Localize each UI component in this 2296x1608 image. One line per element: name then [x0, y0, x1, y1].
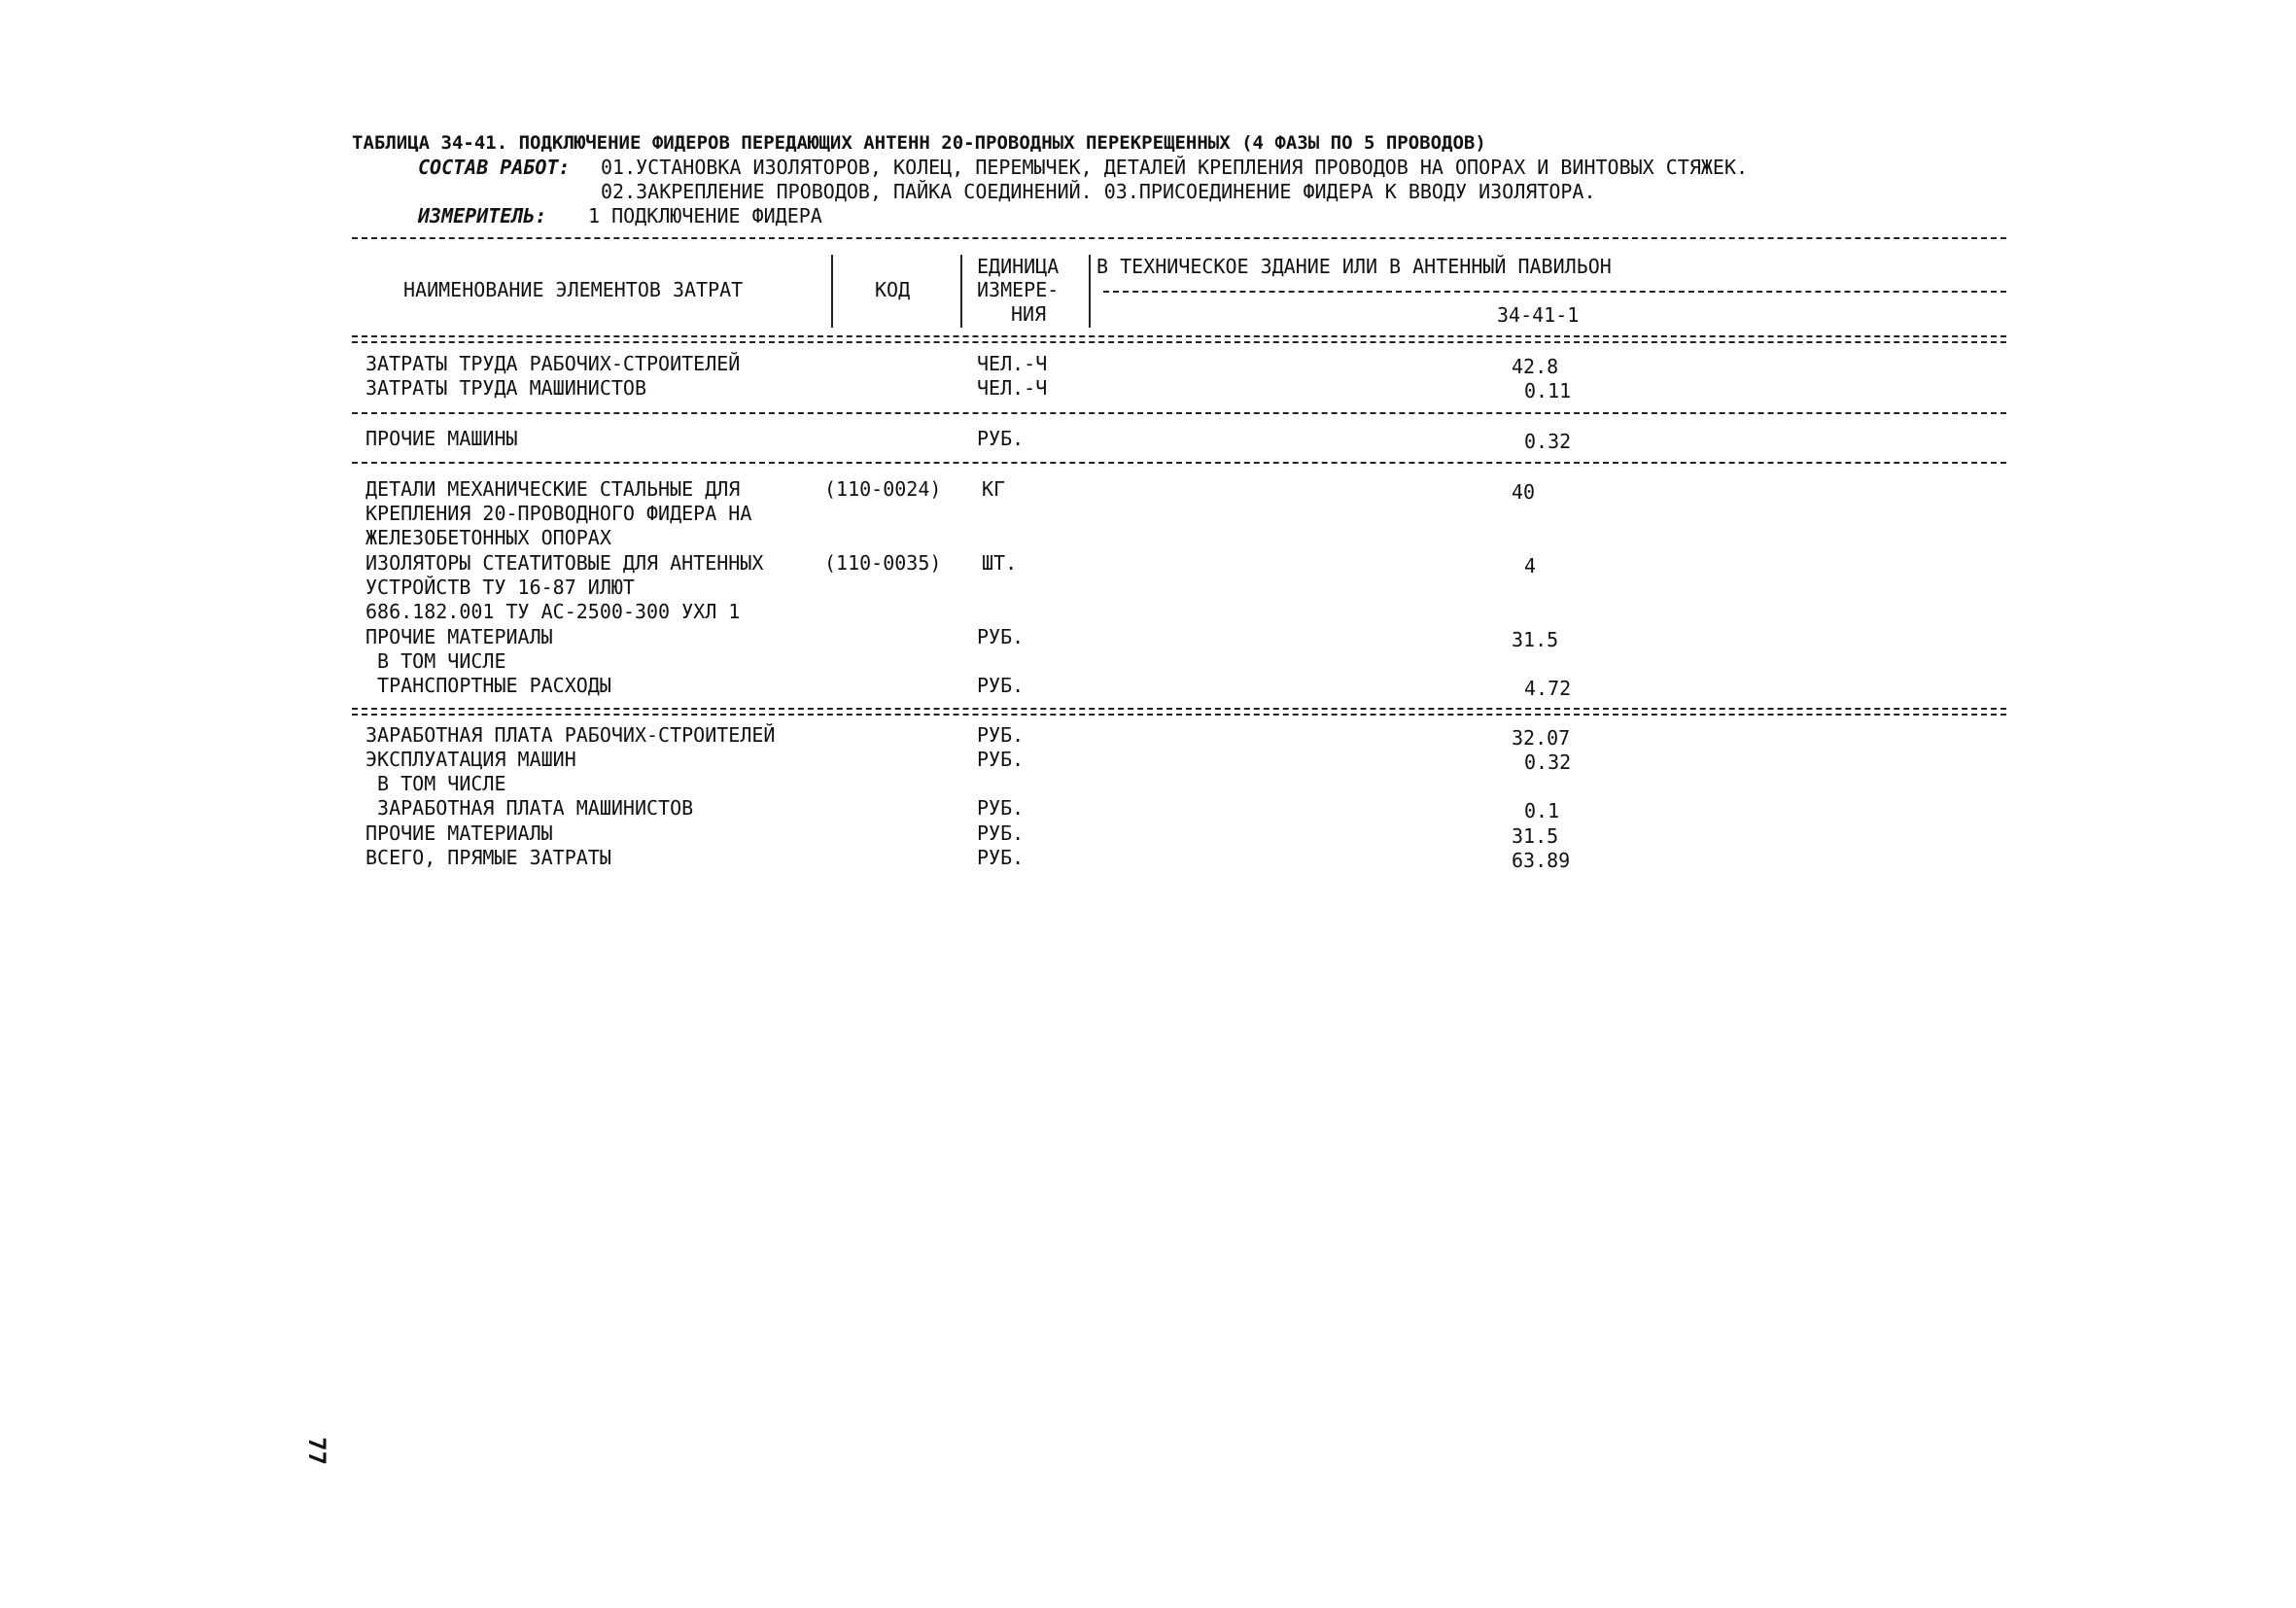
row-value: 0.11: [1524, 379, 1572, 402]
row-unit: ШТ.: [982, 551, 1018, 575]
row-value: 40: [1512, 480, 1536, 504]
table-title: ТАБЛИЦА 34-41. ПОДКЛЮЧЕНИЕ ФИДЕРОВ ПЕРЕДАЮЩИХ АНТЕНН 20-ПРОВОДНЫХ ПЕРЕКРЕЩЕННЫХ (4 ФАЗЫ ПО 5 ПРОВОДОВ): [352, 132, 1486, 154]
col-group-header: В ТЕХНИЧЕСКОЕ ЗДАНИЕ ИЛИ В АНТЕННЫЙ ПАВИЛЬОН: [1096, 255, 1612, 278]
row-value: 0.32: [1524, 430, 1572, 453]
rule-header-bottom-2: [352, 341, 2006, 343]
col-sep-3: [1089, 255, 1091, 328]
row-unit: РУБ.: [977, 723, 1025, 747]
row-unit: РУБ.: [977, 427, 1025, 450]
row-unit: КГ: [982, 477, 1006, 501]
row-value: 0.1: [1524, 799, 1560, 822]
row-name: 686.182.001 ТУ АС-2500-300 УХЛ 1: [365, 600, 741, 623]
col-unit-header-2: ИЗМЕРЕ-: [977, 278, 1060, 301]
row-unit: РУБ.: [977, 821, 1025, 845]
rule-section-3b: [352, 714, 2006, 716]
meter-value: 1 ПОДКЛЮЧЕНИЕ ФИДЕРА: [588, 204, 822, 227]
meter-label: ИЗМЕРИТЕЛЬ:: [418, 204, 547, 227]
rule-header-bottom: [352, 335, 2006, 337]
row-name: В ТОМ ЧИСЛЕ: [365, 772, 506, 795]
row-name: ЗАТРАТЫ ТРУДА МАШИНИСТОВ: [365, 376, 646, 400]
rule-section-3: [352, 708, 2006, 710]
row-value: 4.72: [1524, 677, 1572, 700]
row-value: 63.89: [1512, 849, 1571, 872]
row-unit: РУБ.: [977, 846, 1025, 869]
row-value: 32.07: [1512, 726, 1571, 750]
page-number: 77: [303, 1437, 330, 1465]
row-unit: ЧЕЛ.-Ч: [977, 352, 1048, 375]
row-name: ПРОЧИЕ МАТЕРИАЛЫ: [365, 821, 553, 845]
row-unit: РУБ.: [977, 748, 1025, 771]
row-value: 42.8: [1512, 355, 1559, 378]
row-code: (110-0024): [824, 477, 942, 501]
row-name: ПРОЧИЕ МАТЕРИАЛЫ: [365, 625, 553, 648]
row-name: ПРОЧИЕ МАШИНЫ: [365, 427, 518, 450]
row-name: ВСЕГО, ПРЯМЫЕ ЗАТРАТЫ: [365, 846, 611, 869]
composition-label: СОСТАВ РАБОТ:: [418, 156, 571, 179]
row-unit: РУБ.: [977, 796, 1025, 820]
row-name: ДЕТАЛИ МЕХАНИЧЕСКИЕ СТАЛЬНЫЕ ДЛЯ: [365, 477, 741, 501]
col-unit-header-1: ЕДИНИЦА: [977, 255, 1060, 278]
row-code: (110-0035): [824, 551, 942, 575]
row-name: УСТРОЙСТВ ТУ 16-87 ИЛЮТ: [365, 576, 635, 599]
row-name: ИЗОЛЯТОРЫ СТЕАТИТОВЫЕ ДЛЯ АНТЕННЫХ: [365, 551, 764, 575]
rule-group: [1103, 291, 2006, 293]
row-name: ТРАНСПОРТНЫЕ РАСХОДЫ: [365, 674, 611, 697]
row-name: ЗАРАБОТНАЯ ПЛАТА МАШИНИСТОВ: [365, 796, 694, 820]
row-value: 31.5: [1512, 824, 1559, 848]
col-sep-1: [831, 255, 833, 328]
composition-line-1: 01.УСТАНОВКА ИЗОЛЯТОРОВ, КОЛЕЦ, ПЕРЕМЫЧЕК, ДЕТАЛЕЙ КРЕПЛЕНИЯ ПРОВОДОВ НА ОПОРАХ И ВИНТОВЫХ СТЯЖЕК.: [601, 156, 1749, 179]
col-name-header: НАИМЕНОВАНИЕ ЭЛЕМЕНТОВ ЗАТРАТ: [403, 278, 744, 301]
row-name: ЗАРАБОТНАЯ ПЛАТА РАБОЧИХ-СТРОИТЕЛЕЙ: [365, 723, 776, 747]
row-name: КРЕПЛЕНИЯ 20-ПРОВОДНОГО ФИДЕРА НА: [365, 502, 752, 525]
row-name: ЖЕЛЕЗОБЕТОННЫХ ОПОРАХ: [365, 526, 611, 549]
rule-top: [352, 237, 2006, 239]
row-name: В ТОМ ЧИСЛЕ: [365, 649, 506, 673]
row-name: ЭКСПЛУАТАЦИЯ МАШИН: [365, 748, 576, 771]
composition-line-2: 02.ЗАКРЕПЛЕНИЕ ПРОВОДОВ, ПАЙКА СОЕДИНЕНИЙ. 03.ПРИСОЕДИНЕНИЕ ФИДЕРА К ВВОДУ ИЗОЛЯТОРА.: [601, 180, 1596, 203]
col-unit-header-3: НИЯ: [1011, 302, 1047, 326]
row-value: 31.5: [1512, 628, 1559, 651]
row-value: 4: [1524, 554, 1537, 577]
row-value: 0.32: [1524, 751, 1572, 774]
row-unit: РУБ.: [977, 625, 1025, 648]
row-unit: ЧЕЛ.-Ч: [977, 376, 1048, 400]
row-name: ЗАТРАТЫ ТРУДА РАБОЧИХ-СТРОИТЕЛЕЙ: [365, 352, 741, 375]
rule-section-1: [352, 412, 2006, 414]
col-code-34-41-1: 34-41-1: [1497, 303, 1580, 327]
col-code-header: КОД: [875, 278, 911, 301]
col-sep-2: [960, 255, 962, 328]
row-unit: РУБ.: [977, 674, 1025, 697]
rule-section-2: [352, 462, 2006, 464]
